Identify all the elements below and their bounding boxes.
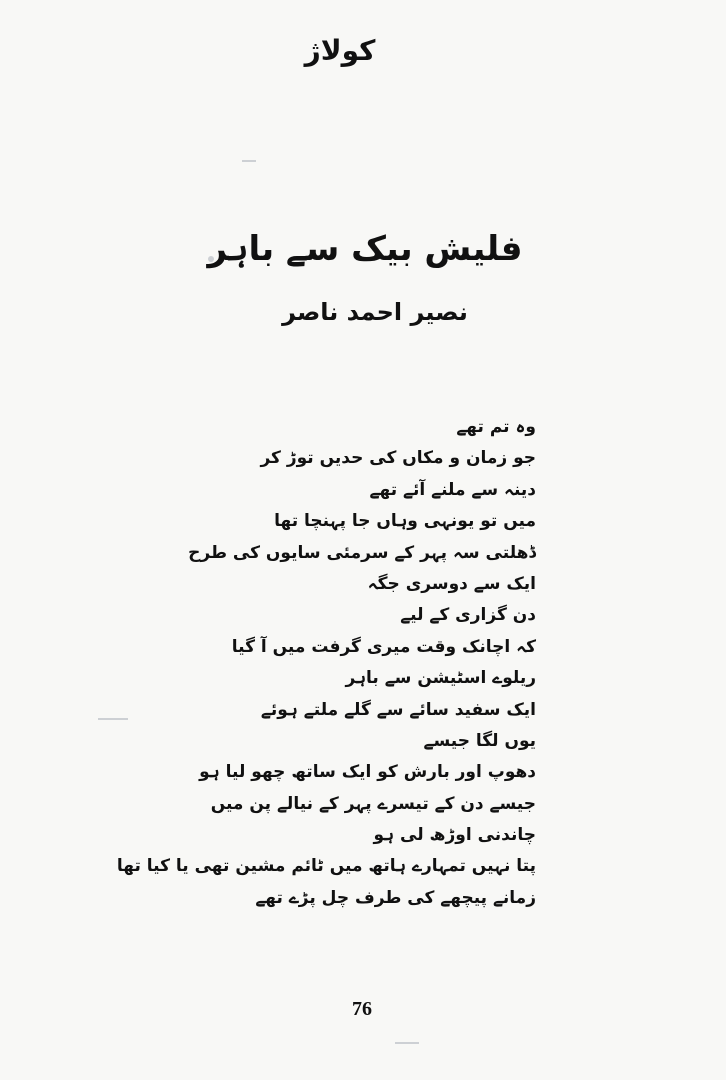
poem-author: نصیر احمد ناصر xyxy=(282,298,468,326)
poem-line: جیسے دن کے تیسرے پہر کے نیالے پن میں xyxy=(210,793,536,814)
poem-line: یوں لگا جیسے xyxy=(423,730,536,751)
poem-body xyxy=(116,412,536,914)
magazine-logo: کولاژ xyxy=(304,34,376,67)
poem-line: کہ اچانک وقت میری گرفت میں آ گیا xyxy=(231,636,536,657)
poem-line: ڈھلتی سہ پہر کے سرمئی سایوں کی طرح xyxy=(188,542,536,563)
poem-line: دن گزاری کے لیے xyxy=(400,605,536,626)
scan-speck xyxy=(98,718,128,720)
poem-line: دھوپ اور بارش کو ایک ساتھ چھو لیا ہو xyxy=(199,762,536,783)
scan-speck xyxy=(395,1042,419,1044)
poem-line: وہ تم تھے xyxy=(456,417,536,437)
poem-line: زمانے پیچھے کی طرف چل پڑے تھے xyxy=(255,887,536,908)
page-number: 76 xyxy=(352,998,372,1020)
poem-line: ایک سے دوسری جگہ xyxy=(367,573,536,594)
poem-line: جو زمان و مکاں کی حدیں توڑ کر xyxy=(260,448,536,469)
poem-title: فلیش بیک سے باہر xyxy=(207,229,523,269)
poem-line: ریلوے اسٹیشن سے باہر xyxy=(345,668,536,689)
poem-line: ایک سفید سائے سے گلے ملتے ہوئے xyxy=(260,699,536,720)
poem-line: پتا نہیں تمہارے ہاتھ میں ٹائم مشین تھی یا کیا تھا xyxy=(116,856,536,877)
poem-line: میں تو یونہی وہاں جا پہنچا تھا xyxy=(274,511,536,532)
poem-line: چاندنی اوڑھ لی ہو xyxy=(373,825,536,846)
scan-speck xyxy=(242,160,256,162)
poem-line: دینہ سے ملنے آئے تھے xyxy=(369,479,536,500)
